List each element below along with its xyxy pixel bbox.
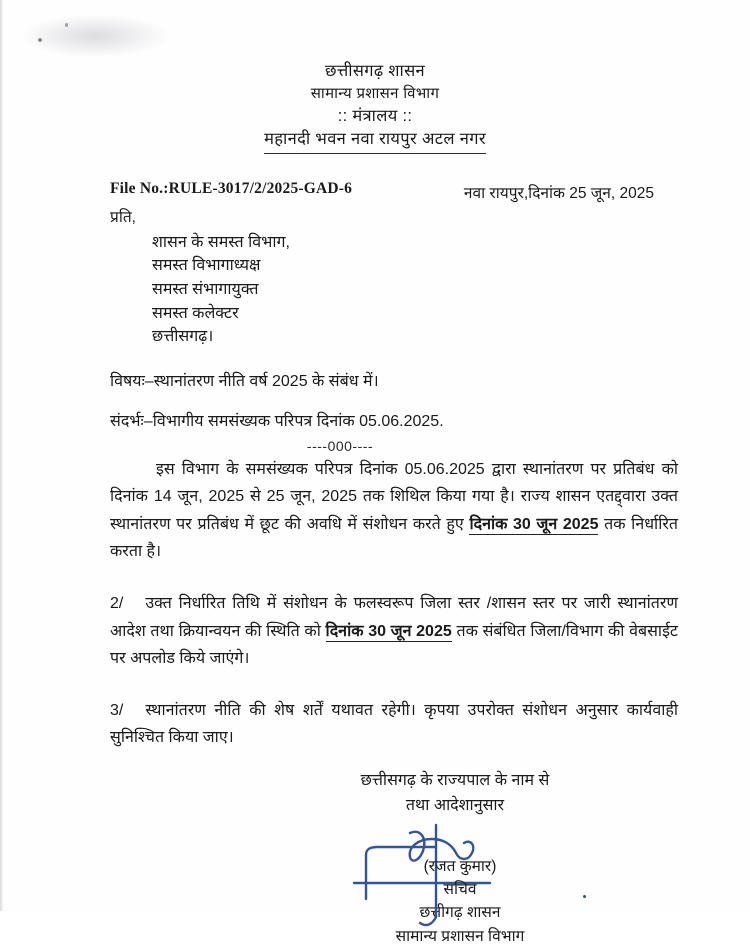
signature-block	[0, 855, 750, 948]
file-date-row	[0, 180, 750, 203]
paragraph-3	[0, 697, 750, 752]
paragraph-1-text-before: इस विभाग के समसंख्यक परिपत्र दिनांक 05.06.2025 द्वारा स्थानांतरण पर प्रतिबंध को दिनांक 14 जून, 2025 से 25 जून, 2025 तक शिथिल किया गया है। राज्य शासन एतद्द्वारा उक्त स्थानांतरण पर प्रतिबंध में छूट की अवधि में संशोधन करते हुए	[110, 460, 678, 533]
signatory-org-line-2: सामान्य प्रशासन विभाग	[395, 927, 525, 945]
subject-line: विषयः–स्थानांतरण नीति वर्ष 2025 के संबंध में।	[110, 372, 379, 390]
paragraph-2-number: 2/	[110, 594, 124, 612]
signatory-org-line-1: छत्तीगढ़ शासन	[419, 904, 501, 922]
paragraph-2-text-before: उक्त निर्धारित तिथि में संशोधन के फलस्वरूप जिला स्तर /शासन स्तर पर जारी स्थानांतरण आदेश तथा क्रियान्वयन की स्थिति को	[110, 594, 678, 640]
org-name: छत्तीसगढ़ शासन	[324, 62, 426, 80]
list-item: समस्त संभागायुक्त	[152, 280, 259, 298]
paragraph-3-text: स्थानांतरण नीति की शेष शर्तें यथावत रहेगी। कृपया उपरोक्त संशोधन अनुसार कार्यवाही सुनिश्चित किया जाए।	[110, 701, 678, 747]
section-separator: ----000----	[306, 437, 374, 454]
salutation: प्रति,	[110, 208, 136, 226]
reference-line: संदर्भः–विभागीय समसंख्यक परिपत्र दिनांक 05.06.2025.	[110, 412, 444, 430]
paragraph-1-text-after: तक निर्धारित करता है।	[110, 515, 679, 561]
paragraph-3-number: 3/	[110, 701, 124, 719]
file-number: File No.:RULE-3017/2/2025-GAD-6	[110, 179, 353, 197]
place-date: नवा रायपुर,दिनांक 25 जून, 2025	[463, 184, 654, 202]
paragraph-1-highlight-date: दिनांक 30 जून 2025	[469, 515, 599, 533]
paragraph-1	[0, 456, 750, 566]
closing-line-2: तथा आदेशानुसार	[405, 797, 505, 815]
ministry-label: :: मंत्रालय ::	[337, 106, 413, 125]
signatory-designation: सचिव	[443, 881, 477, 898]
list-item: समस्त विभागाध्यक्ष	[152, 257, 261, 275]
addressee-list	[0, 231, 750, 349]
paragraph-2-highlight-date: दिनांक 30 जून 2025	[325, 622, 452, 640]
signatory-name: (रजत कुमार)	[423, 857, 497, 875]
list-item: छत्तीसगढ़।	[152, 328, 214, 346]
closing-formula	[0, 768, 750, 819]
list-item: शासन के समस्त विभाग,	[152, 233, 290, 251]
office-address: महानदी भवन नवा रायपुर अटल नगर	[264, 128, 486, 153]
letterhead	[0, 60, 750, 154]
closing-line-1: छत्तीसगढ़ के राज्यपाल के नाम से	[360, 771, 550, 789]
paragraph-2-text-after: तक संबंधित जिला/विभाग की वेबसाईट पर अपलोड किये जाएंगे।	[110, 622, 678, 668]
paragraph-2	[0, 590, 750, 673]
list-item: समस्त कलेक्टर	[152, 304, 239, 322]
ink-dot	[583, 895, 586, 898]
department-name: सामान्य प्रशासन विभाग	[310, 85, 440, 103]
